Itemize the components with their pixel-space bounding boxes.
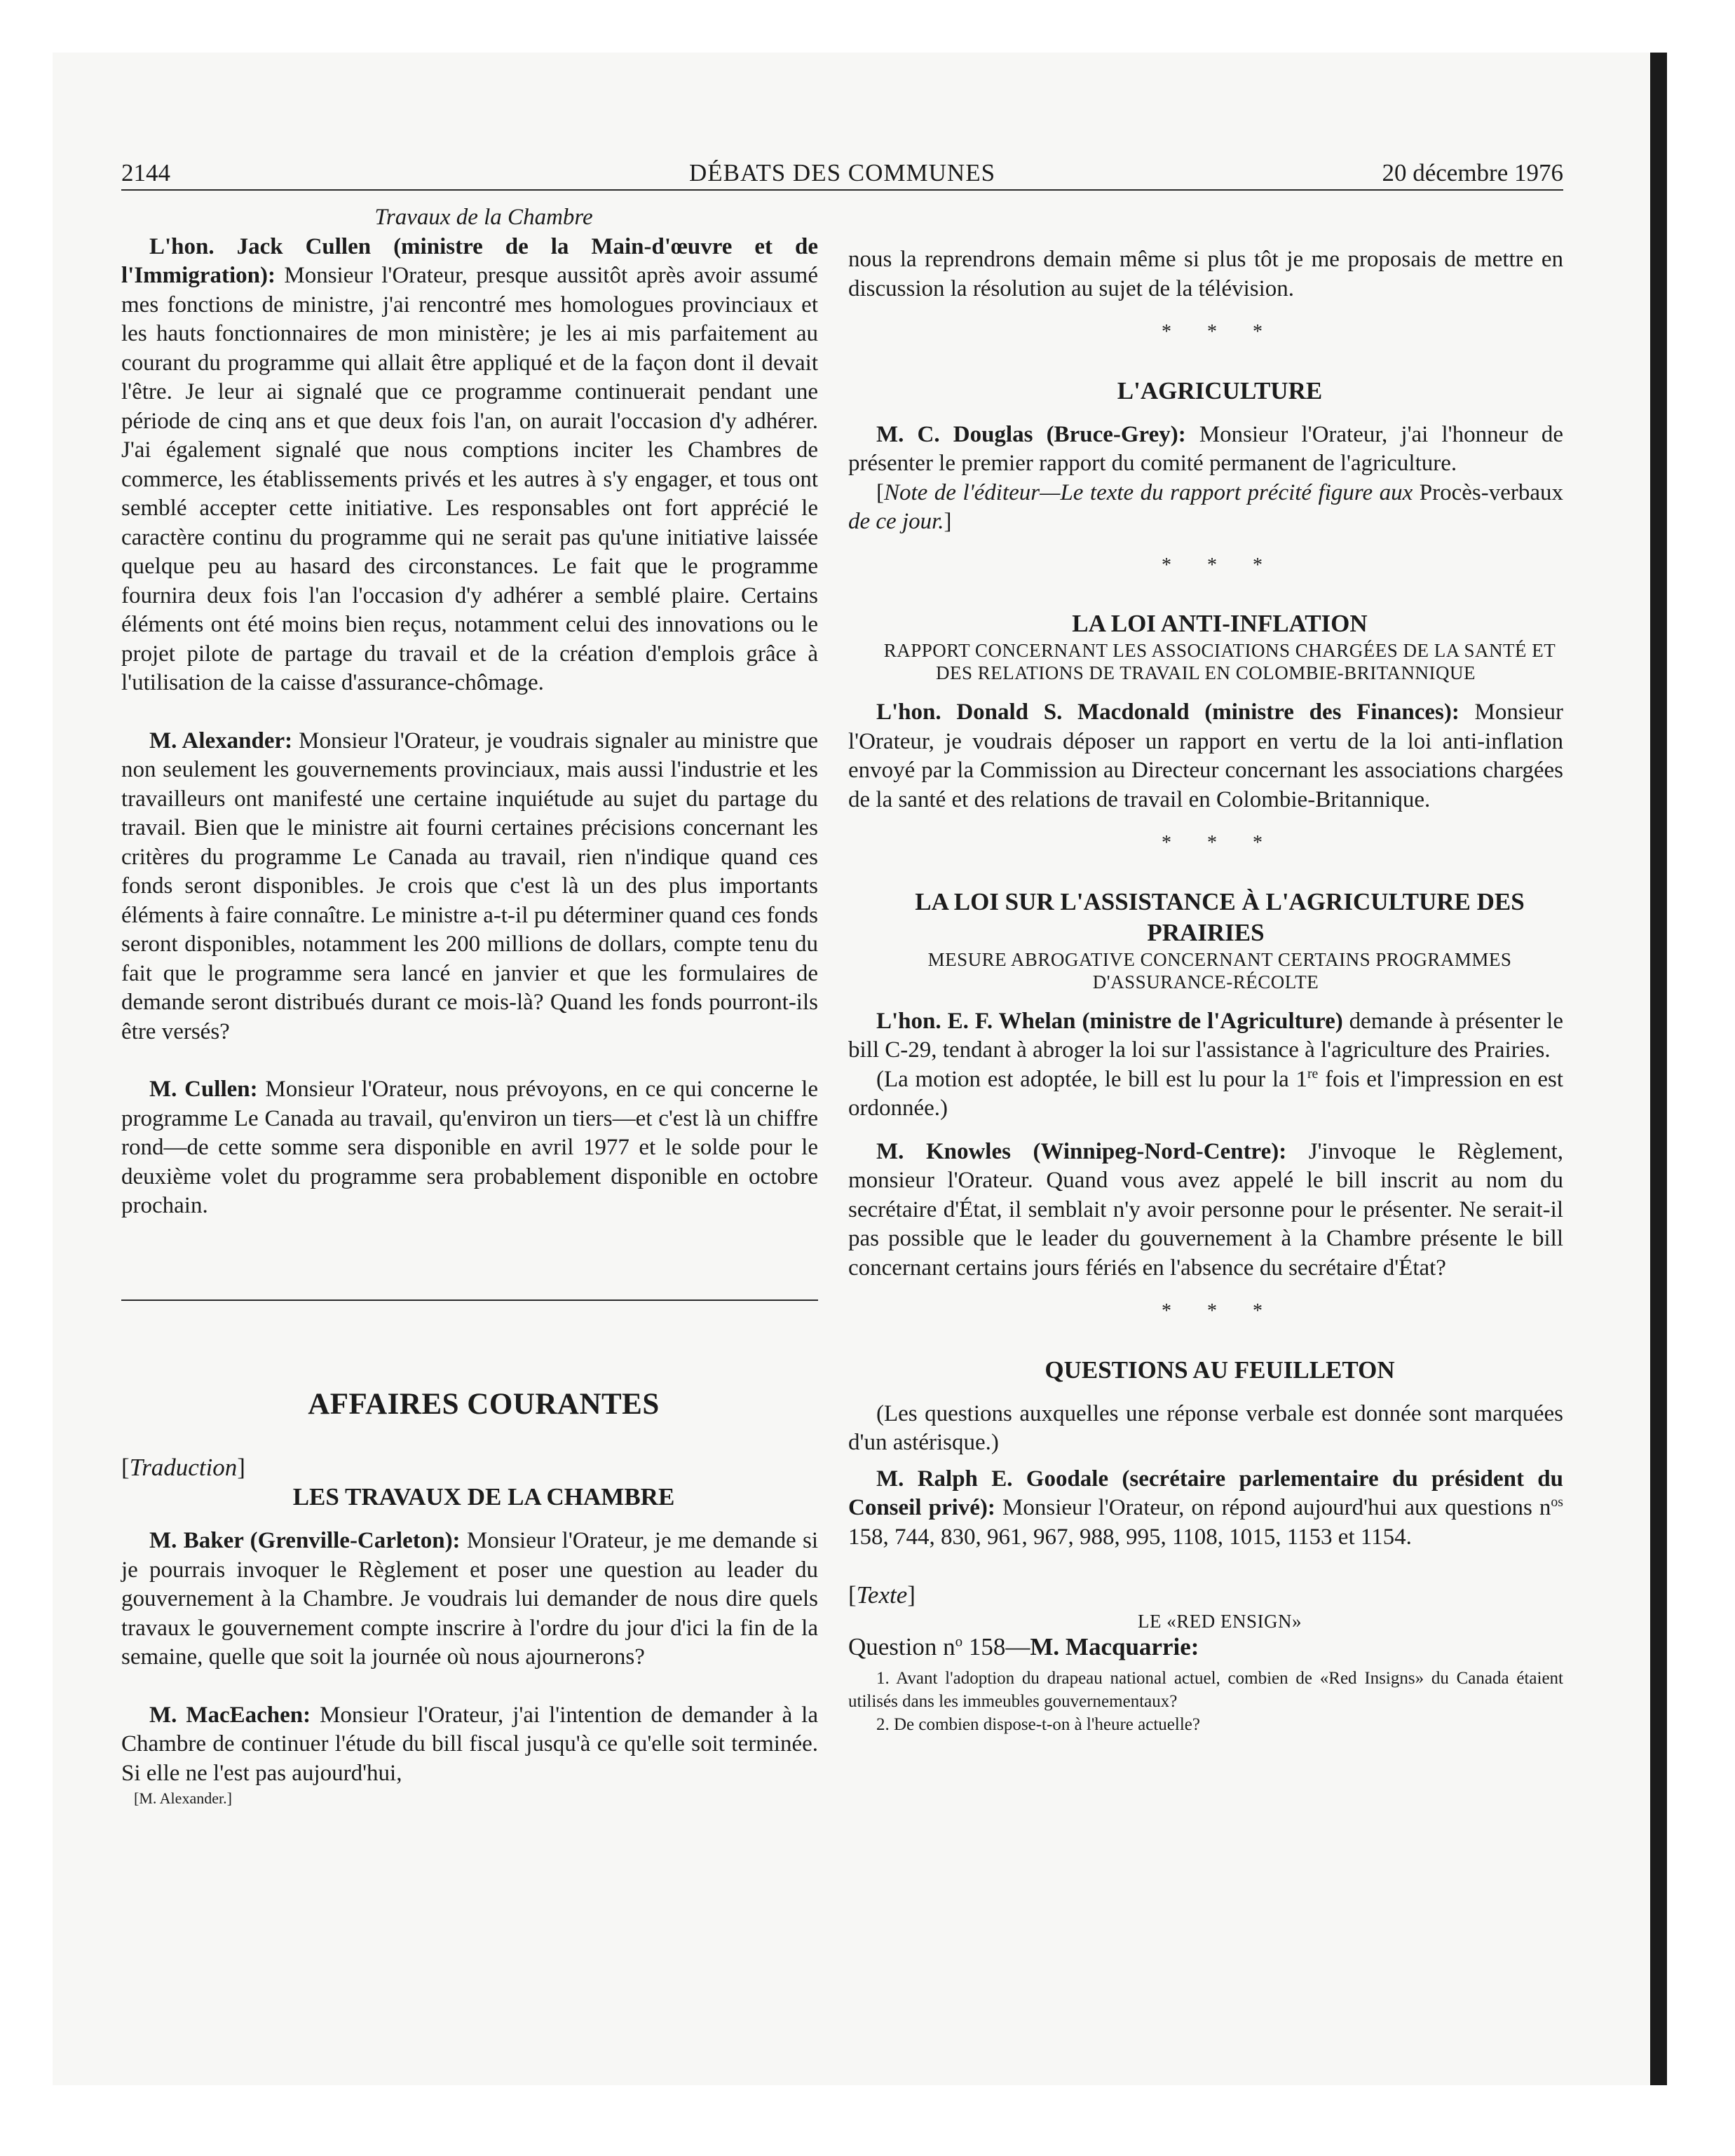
speaker: M. MacEachen: bbox=[149, 1702, 311, 1728]
section-separator: * * * bbox=[1162, 832, 1278, 854]
speech-text: J'invoque le Règlement, monsieur l'Orateur. Quand vous avez appelé le bill inscrit au nom du secrétaire d'État, il semblait n'y avoir personne pour le présenter. Ne serait-il pas possible que le leader du gouvernement à la Chambre présente le bill concernant certains jours fériés en l'absence du secrétaire d'État? bbox=[848, 1138, 1563, 1281]
speech-text: Monsieur l'Orateur, j'ai l'honneur de présenter le premier rapport du comité permanent de l'agriculture. bbox=[848, 421, 1563, 476]
right-column bbox=[848, 245, 1563, 1736]
speech-text: Monsieur l'Orateur, je voudrais signaler au ministre que non seulement les gouvernements provinciaux, mais aussi l'industrie et les travailleurs ont manifesté une certaine inquiétude au sujet du partage du travail. Bien que le ministre ait fourni certaines précisions concernant les critères du programme Le Canada au travail, rien n'indique quand ces fonds seront disponibles. Je crois que c'est là un des plus importants éléments à faire connaître. Le ministre a-t-il pu déterminer quand ces fonds seront disponibles, notamment les 200 millions de dollars, compte tenu du fait que le programme sera lancé en janvier et que les formulaires de demande seront distribués durant ce mois-là? Quand les fonds pourront-ils être versés? bbox=[121, 728, 819, 1044]
speaker: L'hon. Jack Cullen (ministre de la Main-d'œuvre et de l'Immigration): bbox=[121, 233, 818, 288]
travaux-heading: LES TRAVAUX DE LA CHAMBRE bbox=[292, 1483, 675, 1510]
speech-text: Monsieur l'Orateur, j'ai l'intention de demander à la Chambre de continuer l'étude du bill fiscal jusqu'à ce qu'elle soit terminée. Si elle ne l'est pas aujourd'hui, bbox=[121, 1702, 818, 1786]
assistance-heading: LA LOI SUR L'ASSISTANCE À L'AGRICULTURE DES PRAIRIES bbox=[915, 887, 1525, 946]
speaker: M. Alexander: bbox=[149, 728, 293, 753]
page-date: 20 décembre 1976 bbox=[1382, 159, 1563, 186]
questions-heading: QUESTIONS AU FEUILLETON bbox=[1045, 1356, 1395, 1384]
footer-speaker-tag: [M. Alexander.] bbox=[134, 1789, 232, 1807]
speech-cullen-2 bbox=[121, 1075, 818, 1221]
speaker: M. Knowles (Winnipeg-Nord-Centre): bbox=[876, 1138, 1287, 1164]
header-rule bbox=[121, 189, 1563, 191]
speech-knowles bbox=[848, 1138, 1563, 1283]
running-head: Travaux de la Chambre bbox=[374, 205, 593, 230]
anti-inflation-heading: LA LOI ANTI-INFLATION bbox=[1072, 610, 1368, 637]
continuation-text: nous la reprendrons demain même si plus tôt je me proposais de mettre en discussion la résolution au sujet de la télévision. bbox=[848, 247, 1563, 301]
page-number: 2144 bbox=[121, 159, 170, 186]
questions-intro: (Les questions auxquelles une réponse verbale est donnée sont marquées d'un astérisque.) bbox=[848, 1400, 1563, 1455]
affaires-courantes-heading: AFFAIRES COURANTES bbox=[308, 1387, 660, 1421]
speaker: L'hon. Donald S. Macdonald (ministre des Finances): bbox=[876, 700, 1460, 725]
red-ensign-heading: LE «RED ENSIGN» bbox=[1138, 1610, 1302, 1632]
question-item-2: 2. De combien dispose-t-on à l'heure actuelle? bbox=[876, 1715, 1200, 1734]
section-separator: * * * bbox=[1162, 554, 1278, 576]
translation-tag: [Traduction] bbox=[121, 1453, 245, 1481]
speech-baker bbox=[121, 1527, 818, 1672]
speech-douglas bbox=[848, 421, 1563, 479]
anti-inflation-subheading: RAPPORT CONCERNANT LES ASSOCIATIONS CHARGÉES DE LA SANTÉ ET DES RELATIONS DE TRAVAIL EN COLOMBIE-BRITANNIQUE bbox=[883, 640, 1556, 683]
section-separator: * * * bbox=[1162, 321, 1278, 343]
section-separator: * * * bbox=[1162, 1300, 1278, 1322]
speech-text: Monsieur l'Orateur, je voudrais déposer un rapport en vertu de la loi anti-inflation envoyé par la Commission au Directeur concernant les associations chargées de la santé et des relations de travail en Colombie-Britannique. bbox=[848, 700, 1564, 812]
speaker: L'hon. E. F. Whelan (ministre de l'Agriculture) bbox=[876, 1008, 1343, 1034]
motion-text: (La motion est adoptée, le bill est lu pour la 1re fois et l'impression en est ordonnée.) bbox=[848, 1065, 1563, 1121]
speaker: M. C. Douglas (Bruce-Grey): bbox=[876, 421, 1186, 447]
speech-macdonald bbox=[848, 698, 1563, 814]
speech-text: demande à présenter le bill C-29, tendant à abroger la loi sur l'assistance à l'agriculture des Prairies. bbox=[848, 1008, 1563, 1063]
speaker: M. Ralph E. Goodale (secrétaire parlementaire du président du Conseil privé): bbox=[848, 1466, 1563, 1520]
speech-text: Monsieur l'Orateur, je me demande si je pourrais invoquer le Règlement et poser une question au leader du gouvernement à la Chambre. Je voudrais lui demander de nous dire quels travaux le gouvernement compte inscrire à l'ordre du jour d'ici la fin de la semaine, quelle que soit la journée où nous ajournerons? bbox=[121, 1528, 818, 1670]
speaker: M. Baker (Grenville-Carleton): bbox=[149, 1528, 461, 1553]
texte-tag: [Texte] bbox=[848, 1581, 916, 1609]
speech-text: Monsieur l'Orateur, presque aussitôt après avoir assumé mes fonctions de ministre, j'ai rencontré mes homologues provinciaux et les hauts fonctionnaires de mon ministère; je les ai mis parfaitement au courant du programme qui allait être appliqué et de la façon dont il devait l'être. Je leur ai signalé que ce programme continuerait pendant une période de cinq ans et que deux fois l'an, on aurait l'occasion d'y adhérer. J'ai également signalé que nous comptions inciter les Chambres de commerce, les établissements privés et les autres à s'y engager, et tous ont semblé accepter cette initiative. Les responsables ont fort apprécié le caractère continu du programme qui ne serait pas qu'une initiative laissée quelque peu au hasard des circonstances. Le fait que le programme fournira deux fois l'an l'occasion d'y adhérer a semblé plaire. Certains éléments ont été moins bien reçus, notamment celui des innovations ou le projet pilote de partage du travail et de la création d'emplois grâce à l'utilisation de la caisse d'assurance-chômage. bbox=[121, 263, 818, 695]
scan-edge-bar bbox=[1650, 53, 1667, 2085]
question-item-1: 1. Avant l'adoption du drapeau national actuel, combien de «Red Insigns» du Canada étaient utilisés dans les immeubles gouvernementaux? bbox=[848, 1669, 1563, 1711]
page-header bbox=[121, 156, 1563, 191]
publication-title: DÉBATS DES COMMUNES bbox=[688, 159, 996, 186]
speech-maceachen bbox=[121, 1701, 818, 1789]
speaker: M. Cullen: bbox=[149, 1077, 258, 1102]
speech-whelan bbox=[848, 1007, 1563, 1065]
speech-goodale: M. Ralph E. Goodale (secrétaire parlementaire du président du Conseil privé): Monsieur l'Orateur, on répond aujourd'hui aux questions $n^{os}$ 158, 744, 830, 961, 967, 988, 995, 1108, 1015, 1153 et 1154. bbox=[848, 1466, 1563, 1550]
speech-text: Monsieur l'Orateur, nous prévoyons, en ce qui concerne le programme Le Canada au travail, qu'environ un tiers—et c'est là un chiffre rond—de cette somme sera disponible en avril 1977 et le solde pour le deuxième volet du programme sera probablement disponible en octobre prochain. bbox=[121, 1077, 818, 1218]
question-158: Question $n^o$ 158—M. Macquarrie: bbox=[848, 1632, 1199, 1660]
left-column bbox=[121, 203, 818, 1809]
agriculture-heading: L'AGRICULTURE bbox=[1117, 376, 1323, 404]
editor-note: [Note de l'éditeur—Le texte du rapport précité figure aux Procès-verbaux de ce jour.] bbox=[848, 479, 1563, 534]
speech-alexander bbox=[121, 727, 818, 1047]
speech-cullen-1 bbox=[121, 233, 818, 698]
assistance-subheading: MESURE ABROGATIVE CONCERNANT CERTAINS PROGRAMMES D'ASSURANCE-RÉCOLTE bbox=[927, 948, 1512, 992]
